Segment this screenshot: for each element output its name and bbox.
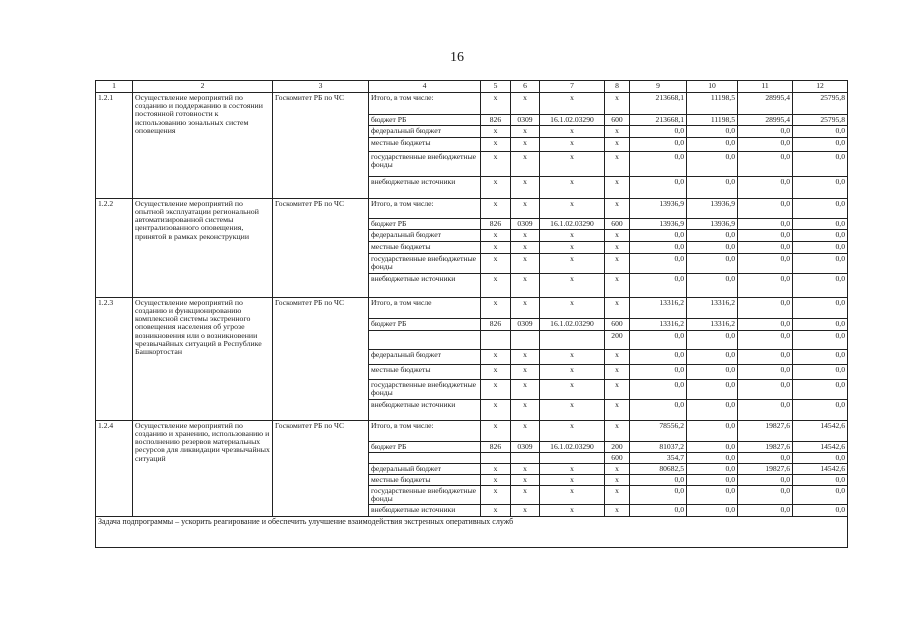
cell-year-2021: 19827,6 (738, 420, 793, 441)
cell-grbs: х (481, 349, 511, 364)
cell-expense-type: х (605, 474, 630, 485)
cell-year-2020: 0,0 (687, 349, 738, 364)
cell-target-article: х (540, 485, 605, 504)
cell-grbs: 826 (481, 218, 511, 229)
cell-year-2022: 0,0 (793, 485, 848, 504)
column-number-11: 11 (738, 81, 793, 93)
cell-section: 0309 (511, 218, 540, 229)
cell-year-2020: 0,0 (687, 364, 738, 379)
cell-total: 13316,2 (630, 318, 687, 330)
item-name: Осуществление мероприятий по созданию и поддержанию в состоянии постоянной готовности к использованию зональных систем оповещения (133, 93, 273, 199)
cell-year-2022: 0,0 (793, 229, 848, 241)
funding-source: государственные внебюджетные фонды (369, 379, 481, 399)
cell-expense-type: 600 (605, 452, 630, 463)
cell-total: 0,0 (630, 253, 687, 273)
item-number: 1.2.4 (96, 420, 133, 516)
cell-section: х (511, 399, 540, 420)
cell-expense-type: х (605, 273, 630, 297)
cell-expense-type: х (605, 349, 630, 364)
cell-grbs: 826 (481, 318, 511, 330)
funding-source: местные бюджеты (369, 137, 481, 151)
funding-source: местные бюджеты (369, 241, 481, 253)
cell-grbs: х (481, 176, 511, 198)
column-number-9: 9 (630, 81, 687, 93)
cell-year-2022: 0,0 (793, 318, 848, 330)
cell-year-2021: 0,0 (738, 218, 793, 229)
funding-source: местные бюджеты (369, 474, 481, 485)
cell-target-article: х (540, 474, 605, 485)
cell-expense-type: х (605, 485, 630, 504)
column-number-12: 12 (793, 81, 848, 93)
cell-year-2021: 0,0 (738, 504, 793, 516)
cell-target-article: х (540, 229, 605, 241)
cell-year-2020: 0,0 (687, 485, 738, 504)
cell-year-2020: 0,0 (687, 441, 738, 452)
cell-year-2021: 0,0 (738, 137, 793, 151)
cell-expense-type: х (605, 364, 630, 379)
cell-year-2020: 0,0 (687, 273, 738, 297)
cell-year-2021: 0,0 (738, 474, 793, 485)
funding-source: Итого, в том числе: (369, 420, 481, 441)
cell-year-2022: 0,0 (793, 253, 848, 273)
cell-year-2021: 0,0 (738, 297, 793, 318)
column-number-3: 3 (273, 81, 369, 93)
cell-target-article: 16.1.02.03290 (540, 218, 605, 229)
cell-total: 0,0 (630, 137, 687, 151)
cell-section: х (511, 297, 540, 318)
cell-year-2021: 0,0 (738, 399, 793, 420)
cell-expense-type: х (605, 198, 630, 218)
cell-target-article: х (540, 125, 605, 137)
cell-year-2022: 0,0 (793, 349, 848, 364)
cell-grbs: х (481, 474, 511, 485)
cell-year-2020: 11198,5 (687, 115, 738, 126)
item-executor: Госкомитет РБ по ЧС (273, 93, 369, 199)
funding-source: бюджет РБ (369, 218, 481, 229)
cell-expense-type: 600 (605, 115, 630, 126)
cell-year-2021: 0,0 (738, 125, 793, 137)
cell-total: 0,0 (630, 399, 687, 420)
funding-source: внебюджетные источники (369, 504, 481, 516)
cell-target-article: х (540, 504, 605, 516)
cell-expense-type: х (605, 151, 630, 176)
cell-total: 0,0 (630, 379, 687, 399)
cell-target-article: х (540, 176, 605, 198)
cell-year-2021: 0,0 (738, 241, 793, 253)
cell-grbs: х (481, 151, 511, 176)
cell-section: х (511, 93, 540, 115)
cell-expense-type: х (605, 297, 630, 318)
funding-source: бюджет РБ (369, 441, 481, 452)
funding-source: бюджет РБ (369, 318, 481, 330)
funding-source: внебюджетные источники (369, 273, 481, 297)
budget-table (95, 80, 848, 548)
cell-year-2022: 0,0 (793, 379, 848, 399)
cell-year-2020: 0,0 (687, 504, 738, 516)
cell-year-2020: 0,0 (687, 379, 738, 399)
cell-expense-type: х (605, 176, 630, 198)
cell-total: 0,0 (630, 241, 687, 253)
cell-total: 0,0 (630, 485, 687, 504)
page-number: 16 (450, 50, 464, 65)
cell-year-2021: 28995,4 (738, 115, 793, 126)
cell-target-article: х (540, 364, 605, 379)
column-number-5: 5 (481, 81, 511, 93)
cell-section: х (511, 253, 540, 273)
cell-year-2021: 0,0 (738, 253, 793, 273)
cell-target-article: х (540, 241, 605, 253)
item-number: 1.2.1 (96, 93, 133, 199)
cell-year-2022: 0,0 (793, 176, 848, 198)
cell-expense-type: х (605, 253, 630, 273)
column-number-row (96, 81, 848, 93)
item-executor: Госкомитет РБ по ЧС (273, 198, 369, 297)
cell-section: х (511, 504, 540, 516)
funding-source: государственные внебюджетные фонды (369, 253, 481, 273)
cell-section: х (511, 137, 540, 151)
cell-total: 13936,9 (630, 218, 687, 229)
cell-year-2020: 13316,2 (687, 297, 738, 318)
cell-year-2020: 0,0 (687, 151, 738, 176)
cell-year-2021: 0,0 (738, 452, 793, 463)
table-row (96, 198, 848, 218)
cell-year-2021: 0,0 (738, 176, 793, 198)
cell-year-2020: 0,0 (687, 330, 738, 349)
cell-total: 13936,9 (630, 198, 687, 218)
cell-target-article: 16.1.02.03290 (540, 441, 605, 452)
cell-grbs: х (481, 125, 511, 137)
cell-year-2022: 25795,8 (793, 115, 848, 126)
cell-total: 0,0 (630, 474, 687, 485)
cell-year-2022: 0,0 (793, 137, 848, 151)
item-name: Осуществление мероприятий по созданию и хранению, использованию и восполнению резервов материальных ресурсов для ликвидации чрезвычайных ситуаций (133, 420, 273, 516)
cell-year-2020: 0,0 (687, 474, 738, 485)
cell-year-2020: 11198,5 (687, 93, 738, 115)
cell-total: 78556,2 (630, 420, 687, 441)
cell-total: 13316,2 (630, 297, 687, 318)
cell-section: х (511, 125, 540, 137)
funding-source: Итого, в том числе (369, 297, 481, 318)
column-number-10: 10 (687, 81, 738, 93)
cell-year-2020: 0,0 (687, 125, 738, 137)
cell-section: х (511, 379, 540, 399)
cell-year-2020: 0,0 (687, 241, 738, 253)
cell-section: х (511, 463, 540, 474)
cell-total: 0,0 (630, 504, 687, 516)
column-number-1: 1 (96, 81, 133, 93)
cell-year-2020: 0,0 (687, 253, 738, 273)
cell-year-2022: 14542,6 (793, 420, 848, 441)
item-executor: Госкомитет РБ по ЧС (273, 297, 369, 420)
cell-section: х (511, 420, 540, 441)
cell-year-2022: 14542,6 (793, 441, 848, 452)
cell-year-2022: 0,0 (793, 297, 848, 318)
cell-total: 0,0 (630, 229, 687, 241)
cell-grbs (481, 330, 511, 349)
cell-section: х (511, 241, 540, 253)
cell-year-2021: 28995,4 (738, 93, 793, 115)
funding-source: внебюджетные источники (369, 176, 481, 198)
cell-target-article: х (540, 253, 605, 273)
cell-total: 213668,1 (630, 93, 687, 115)
column-number-8: 8 (605, 81, 630, 93)
cell-year-2021: 0,0 (738, 151, 793, 176)
funding-source: федеральный бюджет (369, 463, 481, 474)
cell-grbs: х (481, 379, 511, 399)
cell-section: х (511, 485, 540, 504)
cell-year-2022: 0,0 (793, 399, 848, 420)
cell-grbs: х (481, 399, 511, 420)
cell-section: х (511, 364, 540, 379)
cell-grbs: х (481, 420, 511, 441)
cell-grbs: х (481, 297, 511, 318)
cell-year-2021: 0,0 (738, 349, 793, 364)
cell-expense-type: х (605, 379, 630, 399)
cell-expense-type: 600 (605, 218, 630, 229)
cell-year-2020: 0,0 (687, 176, 738, 198)
cell-grbs: х (481, 198, 511, 218)
cell-year-2021: 19827,6 (738, 441, 793, 452)
cell-grbs: 826 (481, 441, 511, 452)
cell-year-2020: 13936,9 (687, 218, 738, 229)
cell-total: 81037,2 (630, 441, 687, 452)
cell-grbs: х (481, 241, 511, 253)
item-number: 1.2.3 (96, 297, 133, 420)
column-number-7: 7 (540, 81, 605, 93)
cell-year-2020: 13316,2 (687, 318, 738, 330)
cell-section (511, 452, 540, 463)
item-number: 1.2.2 (96, 198, 133, 297)
cell-year-2020: 0,0 (687, 420, 738, 441)
funding-source: бюджет РБ (369, 115, 481, 126)
cell-expense-type: х (605, 504, 630, 516)
cell-target-article: х (540, 273, 605, 297)
cell-year-2022: 0,0 (793, 504, 848, 516)
funding-source: государственные внебюджетные фонды (369, 485, 481, 504)
cell-year-2021: 19827,6 (738, 463, 793, 474)
cell-year-2021: 0,0 (738, 198, 793, 218)
cell-total: 0,0 (630, 273, 687, 297)
cell-year-2021: 0,0 (738, 229, 793, 241)
cell-grbs: х (481, 273, 511, 297)
cell-total: 354,7 (630, 452, 687, 463)
cell-grbs: х (481, 253, 511, 273)
cell-section: 0309 (511, 441, 540, 452)
cell-target-article: 16.1.02.03290 (540, 318, 605, 330)
task-row (96, 516, 848, 547)
cell-year-2021: 0,0 (738, 364, 793, 379)
cell-section: х (511, 176, 540, 198)
column-number-2: 2 (133, 81, 273, 93)
cell-expense-type: х (605, 463, 630, 474)
cell-section: х (511, 273, 540, 297)
cell-year-2022: 0,0 (793, 452, 848, 463)
cell-year-2022: 25795,8 (793, 93, 848, 115)
cell-target-article: 16.1.02.03290 (540, 115, 605, 126)
cell-target-article: х (540, 137, 605, 151)
table-body (96, 81, 848, 548)
item-executor: Госкомитет РБ по ЧС (273, 420, 369, 516)
funding-source: Итого, в том числе: (369, 198, 481, 218)
cell-target-article (540, 330, 605, 349)
cell-target-article: х (540, 93, 605, 115)
cell-section (511, 330, 540, 349)
cell-year-2020: 0,0 (687, 229, 738, 241)
table-row (96, 297, 848, 318)
cell-total: 0,0 (630, 330, 687, 349)
funding-source: Итого, в том числе: (369, 93, 481, 115)
funding-source: федеральный бюджет (369, 229, 481, 241)
cell-total: 0,0 (630, 364, 687, 379)
item-name: Осуществление мероприятий по созданию и функционированию комплексной системы экстренного оповещения населения об угрозе возникновения или о возникновении чрезвычайных ситуаций в Республике Башкортостан (133, 297, 273, 420)
cell-target-article: х (540, 399, 605, 420)
funding-source (369, 330, 481, 349)
cell-year-2022: 0,0 (793, 474, 848, 485)
cell-total: 0,0 (630, 176, 687, 198)
cell-expense-type: х (605, 399, 630, 420)
cell-section: х (511, 474, 540, 485)
cell-total: 0,0 (630, 125, 687, 137)
cell-section: 0309 (511, 115, 540, 126)
cell-year-2022: 14542,6 (793, 463, 848, 474)
cell-target-article: х (540, 420, 605, 441)
cell-expense-type: х (605, 125, 630, 137)
funding-source (369, 452, 481, 463)
cell-expense-type: 600 (605, 318, 630, 330)
funding-source: федеральный бюджет (369, 125, 481, 137)
cell-year-2021: 0,0 (738, 485, 793, 504)
cell-target-article: х (540, 198, 605, 218)
funding-source: местные бюджеты (369, 364, 481, 379)
subprogram-task-text: Задача подпрограммы – ускорить реагирование и обеспечить улучшение взаимодействия экстренных оперативных служб (96, 516, 848, 547)
cell-year-2020: 0,0 (687, 463, 738, 474)
cell-target-article: х (540, 297, 605, 318)
column-number-6: 6 (511, 81, 540, 93)
cell-section: х (511, 229, 540, 241)
column-number-4: 4 (369, 81, 481, 93)
cell-expense-type: х (605, 241, 630, 253)
funding-source: государственные внебюджетные фонды (369, 151, 481, 176)
cell-year-2020: 13936,9 (687, 198, 738, 218)
cell-grbs: х (481, 364, 511, 379)
cell-grbs: х (481, 463, 511, 474)
cell-target-article: х (540, 349, 605, 364)
cell-expense-type: х (605, 420, 630, 441)
cell-year-2021: 0,0 (738, 318, 793, 330)
cell-expense-type: х (605, 137, 630, 151)
cell-target-article: х (540, 463, 605, 474)
cell-section: х (511, 198, 540, 218)
cell-year-2020: 0,0 (687, 452, 738, 463)
cell-year-2022: 0,0 (793, 198, 848, 218)
cell-grbs: х (481, 137, 511, 151)
cell-grbs (481, 452, 511, 463)
cell-grbs: х (481, 229, 511, 241)
cell-target-article (540, 452, 605, 463)
cell-expense-type: х (605, 93, 630, 115)
cell-expense-type: 200 (605, 330, 630, 349)
cell-year-2022: 0,0 (793, 125, 848, 137)
table-row (96, 420, 848, 441)
cell-year-2020: 0,0 (687, 137, 738, 151)
item-name: Осуществление мероприятий по опытной эксплуатации региональной автоматизированной системы централизованного оповещения, принятой в рамках реконструкции (133, 198, 273, 297)
cell-grbs: х (481, 485, 511, 504)
cell-grbs: 826 (481, 115, 511, 126)
cell-section: х (511, 151, 540, 176)
cell-total: 0,0 (630, 349, 687, 364)
funding-source: внебюджетные источники (369, 399, 481, 420)
cell-year-2022: 0,0 (793, 151, 848, 176)
funding-source: федеральный бюджет (369, 349, 481, 364)
cell-year-2021: 0,0 (738, 330, 793, 349)
cell-section: х (511, 349, 540, 364)
cell-grbs: х (481, 93, 511, 115)
cell-year-2020: 0,0 (687, 399, 738, 420)
cell-total: 0,0 (630, 151, 687, 176)
cell-year-2022: 0,0 (793, 218, 848, 229)
cell-total: 80682,5 (630, 463, 687, 474)
table-row (96, 93, 848, 115)
cell-year-2021: 0,0 (738, 273, 793, 297)
cell-target-article: х (540, 379, 605, 399)
cell-grbs: х (481, 504, 511, 516)
cell-total: 213668,1 (630, 115, 687, 126)
cell-expense-type: х (605, 229, 630, 241)
cell-year-2022: 0,0 (793, 330, 848, 349)
cell-year-2022: 0,0 (793, 241, 848, 253)
cell-year-2022: 0,0 (793, 364, 848, 379)
cell-year-2022: 0,0 (793, 273, 848, 297)
cell-year-2021: 0,0 (738, 379, 793, 399)
cell-target-article: х (540, 151, 605, 176)
cell-section: 0309 (511, 318, 540, 330)
cell-expense-type: 200 (605, 441, 630, 452)
